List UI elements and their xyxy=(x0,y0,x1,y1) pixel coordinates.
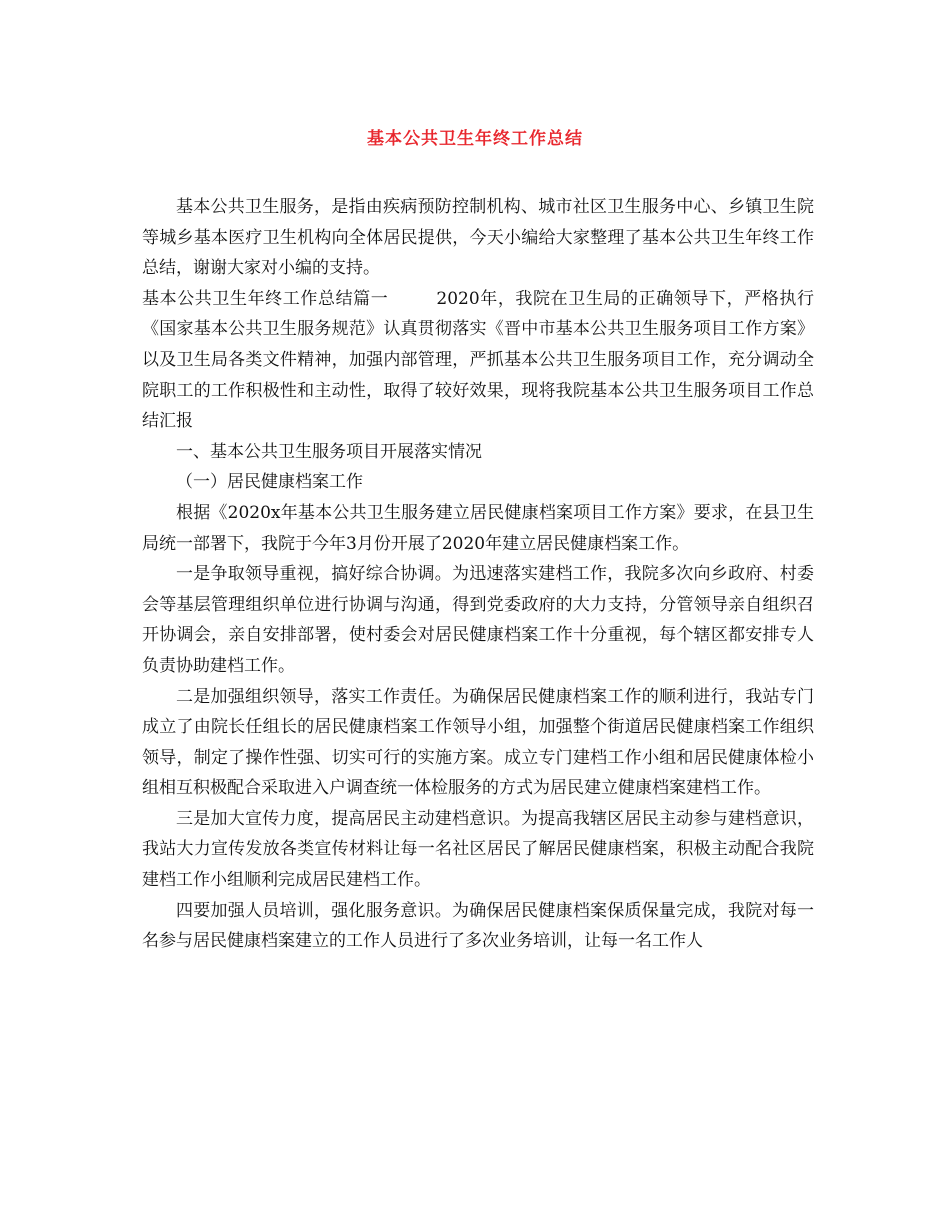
body-paragraph: 根据《2020x年基本公共卫生服务建立居民健康档案项目工作方案》要求，在县卫生局统一部署下，我院于今年3月份开展了2020年建立居民健康档案工作。 xyxy=(142,502,814,554)
body-paragraph: 二是加强组织领导，落实工作责任。为确保居民健康档案工作的顺利进行，我站专门成立了由院长任组长的居民健康档案工作领导小组，加强整个街道居民健康档案工作组织领导，制定了操作性强、切实可行的实施方案。成立专门建档工作小组和居民健康体检小组相互积极配合采取进入户调查统一体检服务的方式为居民建立健康档案建档工作。 xyxy=(142,686,814,799)
body-paragraph: 一是争取领导重视，搞好综合协调。为迅速落实建档工作，我院多次向乡政府、村委会等基层管理组织单位进行协调与沟通，得到党委政府的大力支持，分管领导亲自组织召开协调会，亲自安排部署，使村委会对居民健康档案工作十分重视，每个辖区都安排专人负责协助建档工作。 xyxy=(142,564,814,676)
body-paragraph: 三是加大宣传力度，提高居民主动建档意识。为提高我辖区居民主动参与建档意识，我站大力宣传发放各类宣传材料让每一名社区居民了解居民健康档案，积极主动配合我院建档工作小组顺利完成居民建档工作。 xyxy=(142,808,814,891)
article-lead-paragraph xyxy=(142,284,814,437)
document-body xyxy=(142,192,814,957)
article-lead-text: 2020年，我院在卫生局的正确领导下，严格执行《国家基本公共卫生服务规范》认真贯彻落实《晋中市基本公共卫生服务项目工作方案》以及卫生局各类文件精神，加强内部管理，严抓基本公共卫生服务项目工作，充分调动全院职工的工作积极性和主动性，取得了较好效果，现将我院基本公共卫生服务项目工作总结汇报 xyxy=(142,288,815,432)
intro-paragraph: 基本公共卫生服务，是指由疾病预防控制机构、城市社区卫生服务中心、乡镇卫生院等城乡基本医疗卫生机构向全体居民提供，今天小编给大家整理了基本公共卫生年终工作总结，谢谢大家对小编的支持。 xyxy=(142,197,814,279)
document-title: 基本公共卫生年终工作总结 xyxy=(367,129,583,149)
body-paragraph: 四要加强人员培训，强化服务意识。为确保居民健康档案保质保量完成，我院对每一名参与居民健康档案建立的工作人员进行了多次业务培训，让每一名工作人 xyxy=(142,900,814,952)
article-heading: 基本公共卫生年终工作总结篇一 xyxy=(142,288,389,309)
subsection-heading: （一）居民健康档案工作 xyxy=(176,472,363,493)
section-heading: 一、基本公共卫生服务项目开展落实情况 xyxy=(176,441,482,462)
